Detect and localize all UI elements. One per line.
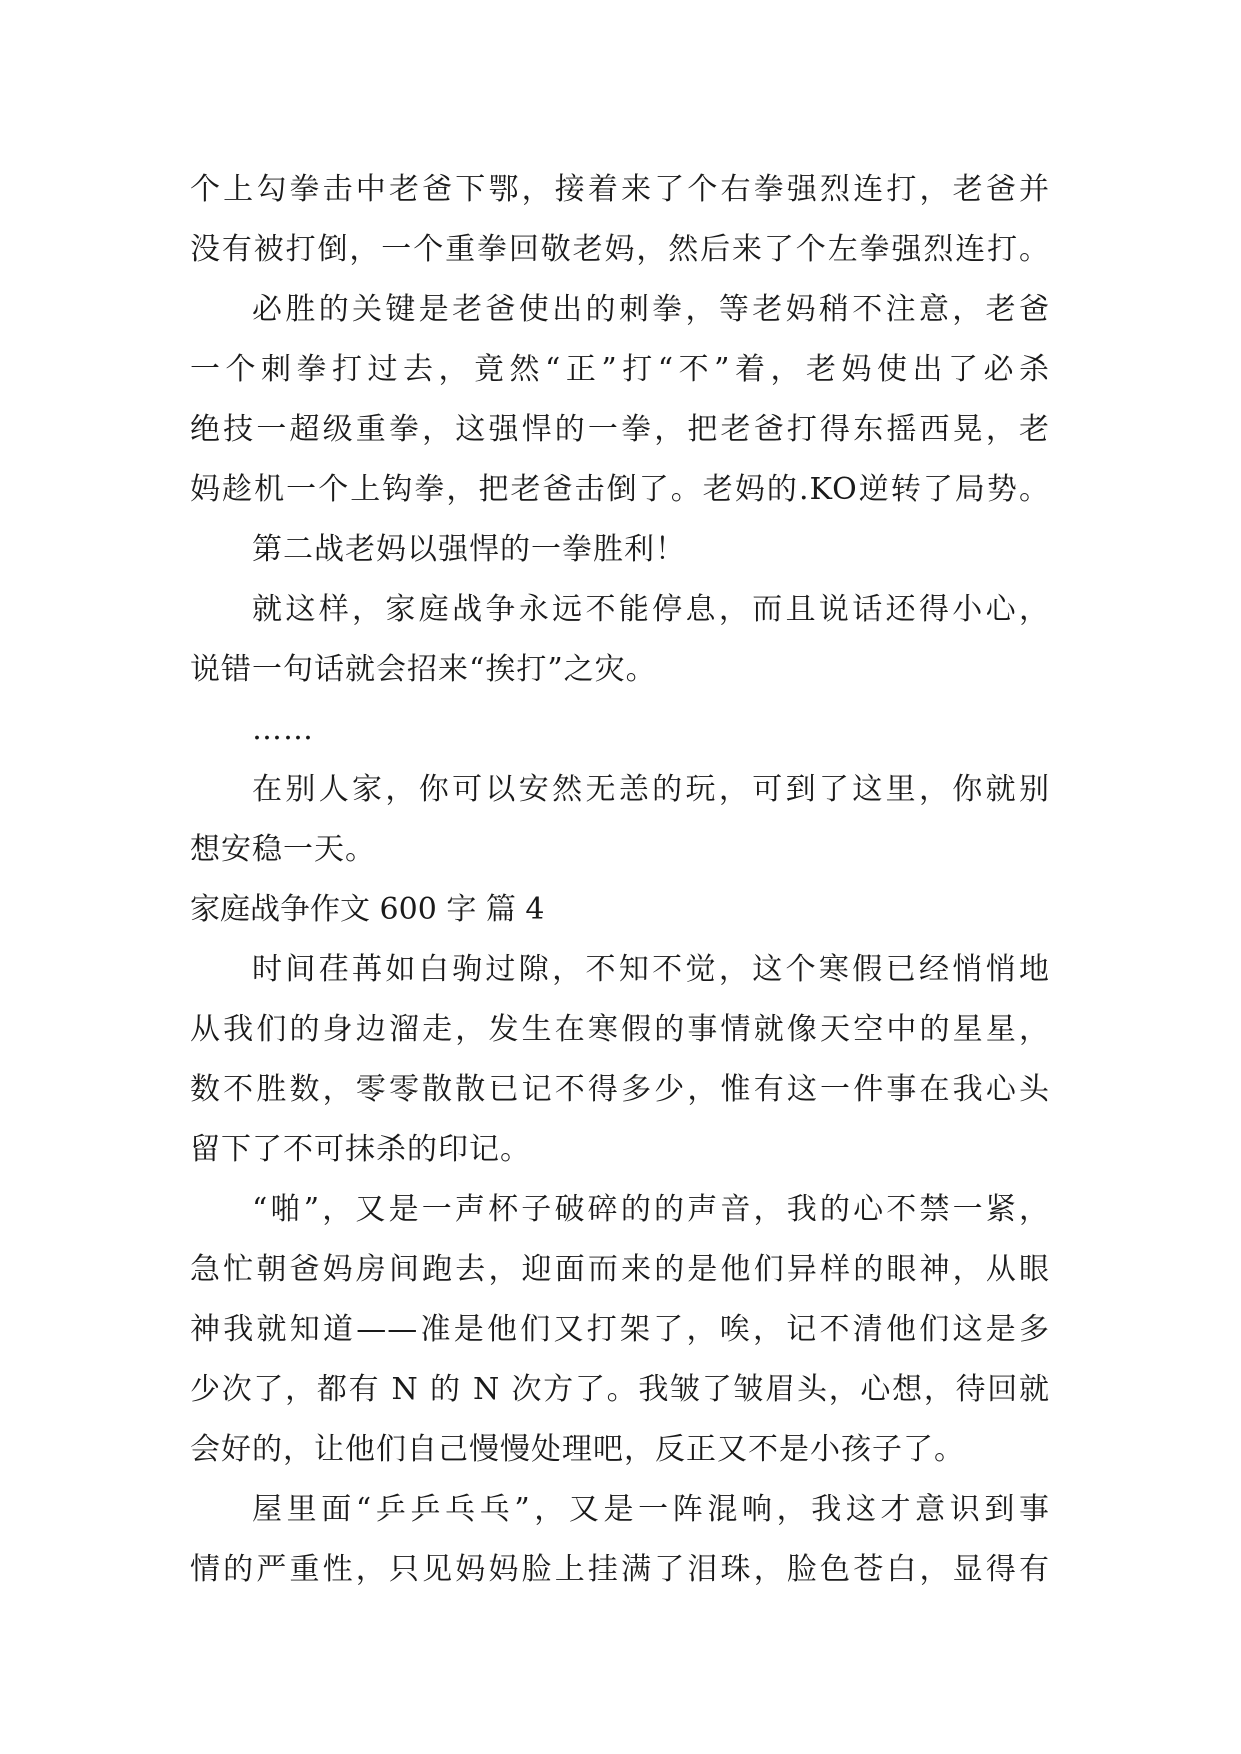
text-line: 没有被打倒，一个重拳回敬老妈，然后来了个左拳强烈连打。 [190, 232, 1050, 267]
text-line: 数不胜数，零零散散已记不得多少，惟有这一件事在我心头 [190, 1072, 1050, 1107]
text-line: “啪”，又是一声杯子破碎的的声音，我的心不禁一紧， [252, 1192, 1050, 1227]
ellipsis-line: …… [252, 712, 314, 747]
text-line: 妈趁机一个上钩拳，把老爸击倒了。老妈的.KO逆转了局势。 [190, 472, 1050, 507]
text-line: 在别人家，你可以安然无恙的玩，可到了这里，你就别 [252, 772, 1050, 807]
text-line: 个上勾拳击中老爸下鄂，接着来了个右拳强烈连打，老爸并 [190, 172, 1050, 207]
text-line: 必胜的关键是老爸使出的刺拳，等老妈稍不注意，老爸 [252, 292, 1050, 327]
text-line: 就这样，家庭战争永远不能停息，而且说话还得小心， [252, 592, 1050, 627]
section-heading: 家庭战争作文 600 字 篇 4 [190, 892, 545, 927]
text-line: 神我就知道——准是他们又打架了，唉，记不清他们这是多 [190, 1312, 1050, 1347]
text-line: 说错一句话就会招来“挨打”之灾。 [190, 652, 657, 687]
text-line: 留下了不可抹杀的印记。 [190, 1132, 531, 1167]
text-line: 从我们的身边溜走，发生在寒假的事情就像天空中的星星， [190, 1012, 1050, 1047]
text-line: 一个刺拳打过去，竟然“正”打“不”着，老妈使出了必杀 [190, 352, 1050, 387]
text-line: 想安稳一天。 [190, 832, 376, 867]
text-line: 会好的，让他们自己慢慢处理吧，反正又不是小孩子了。 [190, 1432, 965, 1467]
text-line: 时间荏苒如白驹过隙，不知不觉，这个寒假已经悄悄地 [252, 952, 1050, 987]
text-line: 第二战老妈以强悍的一拳胜利！ [252, 532, 686, 567]
text-line: 情的严重性，只见妈妈脸上挂满了泪珠，脸色苍白，显得有 [190, 1552, 1050, 1587]
text-line: 急忙朝爸妈房间跑去，迎面而来的是他们异样的眼神，从眼 [190, 1252, 1050, 1287]
text-line: 屋里面“乒乒乓乓”，又是一阵混响，我这才意识到事 [252, 1492, 1050, 1527]
document-body [190, 160, 1050, 1600]
text-line: 绝技一超级重拳，这强悍的一拳，把老爸打得东摇西晃，老 [190, 412, 1050, 447]
text-line: 少次了，都有 N 的 N 次方了。我皱了皱眉头，心想，待回就 [190, 1372, 1050, 1407]
